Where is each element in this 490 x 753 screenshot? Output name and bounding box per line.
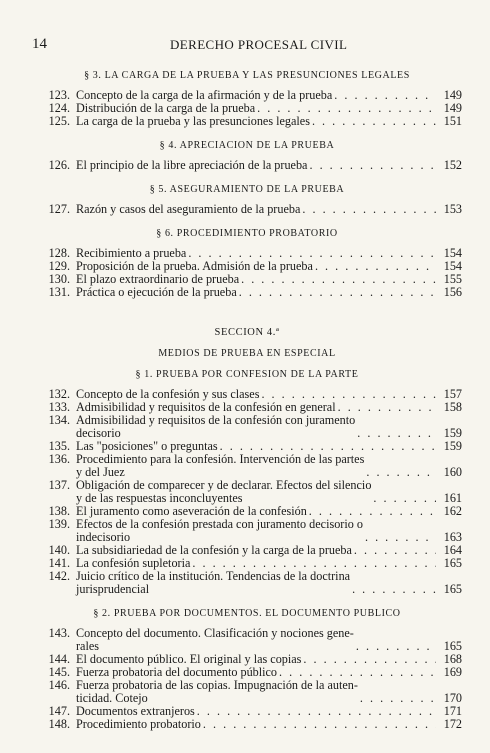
entry-page: 158 (443, 400, 462, 414)
entry-number: 143. (48, 626, 70, 640)
entry-title: El principio de la libre apreciación de la prueba (76, 158, 308, 172)
section-heading: § 6. PROCEDIMIENTO PROBATORIO (156, 228, 338, 239)
toc-entry (32, 453, 462, 479)
section-heading: § 5. ASEGURAMIENTO DE LA PRUEBA (149, 184, 345, 195)
spacer (32, 216, 462, 226)
entry-page: 168 (443, 652, 462, 666)
entry-page: 161 (443, 491, 462, 505)
toc-entry (32, 115, 462, 128)
dot-leader (371, 492, 436, 505)
entry-page: 149 (443, 88, 462, 102)
entry-title: Proposición de la prueba. Admisión de la prueba (76, 259, 313, 273)
entry-body (76, 286, 462, 299)
entry-title: Distribución de la carga de la prueba (76, 101, 256, 115)
entry-title: Documentos extranjeros (76, 704, 195, 718)
dot-leader (310, 115, 436, 128)
entry-title: Concepto de la carga de la afirmación y de la prueba (76, 88, 333, 102)
entry-page: 152 (443, 158, 462, 172)
toc-entry (32, 718, 462, 731)
entry-number: 148. (48, 717, 70, 731)
toc-entry (32, 159, 462, 172)
entry-body (76, 203, 462, 216)
entry-number: 140. (48, 543, 70, 557)
entry-title: Admisibilidad y requisitos de la confesión en general (76, 400, 336, 414)
dot-leader (352, 544, 436, 557)
entry-page: 157 (443, 387, 462, 401)
entry-body (76, 627, 462, 653)
entry-page: 169 (443, 665, 462, 679)
entry-number: 138. (48, 504, 70, 518)
entry-title: El juramento como aseveración de la confesión (76, 504, 307, 518)
entry-number: 144. (48, 652, 70, 666)
entry-page: 156 (443, 285, 462, 299)
seccion-label: SECCION 4.ª (214, 327, 280, 338)
dot-leader (350, 583, 436, 596)
entry-body (76, 115, 462, 128)
entry-body (76, 718, 462, 731)
entry-title: Concepto del documento. Clasificación y nociones gene- rales (76, 626, 354, 653)
entry-number: 128. (48, 246, 70, 260)
entry-page: 171 (443, 704, 462, 718)
entry-number: 147. (48, 704, 70, 718)
entry-page: 170 (443, 691, 462, 705)
entry-number: 126. (48, 158, 70, 172)
entry-body (76, 159, 462, 172)
entry-page: 172 (443, 717, 462, 731)
entry-page: 151 (443, 114, 462, 128)
spacer (32, 299, 462, 325)
entry-number: 132. (48, 387, 70, 401)
entry-page: 159 (443, 426, 462, 440)
entry-number: 125. (48, 114, 70, 128)
dot-leader (332, 89, 436, 102)
entry-page: 153 (443, 202, 462, 216)
entry-title: Juicio crítico de la institución. Tendencias de la doctrina jurisprudencial (76, 569, 351, 596)
entry-page: 165 (443, 556, 462, 570)
entry-number: 146. (48, 678, 70, 692)
entry-title: Fuerza probatoria del documento público (76, 665, 278, 679)
toc-entry (32, 203, 462, 216)
entry-page: 165 (443, 582, 462, 596)
entry-number: 139. (48, 517, 70, 531)
entry-title: Concepto de la confesión y sus clases (76, 387, 260, 401)
spacer (32, 128, 462, 138)
section-heading: § 1. PRUEBA POR CONFESION DE LA PARTE (135, 369, 359, 380)
entry-page: 154 (443, 259, 462, 273)
entry-title: El plazo extraordinario de prueba (76, 272, 240, 286)
entry-title: Admisibilidad y requisitos de la confesión con juramento decisorio (76, 413, 356, 440)
toc-entry (32, 479, 462, 505)
dot-leader (301, 653, 436, 666)
entry-title: La carga de la prueba y las presunciones legales (76, 114, 310, 128)
toc-entry (32, 414, 462, 440)
entry-body (76, 570, 462, 596)
entry-body (76, 679, 462, 705)
entry-title: Procedimiento probatorio (76, 717, 201, 731)
toc-entry (32, 518, 462, 544)
entry-title: Práctica o ejecución de la prueba (76, 285, 237, 299)
entry-number: 136. (48, 452, 70, 466)
section-heading: § 4. APRECIACION DE LA PRUEBA (159, 140, 335, 151)
entry-number: 123. (48, 88, 70, 102)
entry-body (76, 414, 462, 440)
entry-title: Recibimiento a prueba (76, 246, 187, 260)
dot-leader (358, 692, 436, 705)
entry-number: 145. (48, 665, 70, 679)
entry-title: La confesión supletoria (76, 556, 191, 570)
entry-body (76, 479, 462, 505)
entry-number: 127. (48, 202, 70, 216)
dot-leader (364, 466, 436, 479)
entry-number: 134. (48, 413, 70, 427)
entry-number: 129. (48, 259, 70, 273)
entry-body (76, 518, 462, 544)
toc-entry (32, 679, 462, 705)
seccion-subtitle: MEDIOS DE PRUEBA EN ESPECIAL (158, 348, 336, 359)
entry-title: Efectos de la confesión prestada con juramento decisorio o indecisorio (76, 517, 363, 544)
entry-number: 137. (48, 478, 70, 492)
dot-leader (237, 286, 436, 299)
entry-number: 131. (48, 285, 70, 299)
dot-leader (354, 640, 436, 653)
dot-leader (195, 705, 436, 718)
dot-leader (355, 427, 436, 440)
entry-page: 164 (443, 543, 462, 557)
entry-number: 124. (48, 101, 70, 115)
section-heading: § 3. LA CARGA DE LA PRUEBA Y LAS PRESUNCIONES LEGALES (84, 70, 410, 81)
page-number: 14 (32, 36, 47, 52)
running-title: DERECHO PROCESAL CIVIL (170, 37, 348, 52)
entry-page: 163 (443, 530, 462, 544)
dot-leader (313, 260, 436, 273)
entry-number: 130. (48, 272, 70, 286)
dot-leader (363, 531, 436, 544)
entry-title: La subsidiariedad de la confesión y la carga de la prueba (76, 543, 352, 557)
entry-title: Procedimiento para la confesión. Intervención de las partes y del Juez (76, 452, 365, 479)
entry-page: 165 (443, 639, 462, 653)
entry-number: 142. (48, 569, 70, 583)
entry-title: El documento público. El original y las copias (76, 652, 302, 666)
toc-entry (32, 286, 462, 299)
page-header (0, 36, 490, 54)
dot-leader (300, 203, 436, 216)
entry-page: 154 (443, 246, 462, 260)
dot-leader (307, 159, 436, 172)
entry-body (76, 453, 462, 479)
toc-entry (32, 627, 462, 653)
toc-entry (32, 570, 462, 596)
entry-title: Obligación de comparecer y de declarar. Efectos del silencio y de las respuestas inconcluyentes (76, 478, 372, 505)
entry-title: Razón y casos del aseguramiento de la prueba (76, 202, 301, 216)
section-heading: § 2. PRUEBA POR DOCUMENTOS. EL DOCUMENTO PUBLICO (93, 608, 401, 619)
table-of-contents (32, 68, 462, 731)
entry-number: 135. (48, 439, 70, 453)
entry-page: 159 (443, 439, 462, 453)
entry-page: 162 (443, 504, 462, 518)
entry-page: 155 (443, 272, 462, 286)
dot-leader (201, 718, 436, 731)
entry-number: 133. (48, 400, 70, 414)
spacer (32, 596, 462, 606)
entry-title: Fuerza probatoria de las copias. Impugnación de la auten- ticidad. Cotejo (76, 678, 358, 705)
entry-page: 160 (443, 465, 462, 479)
spacer (32, 172, 462, 182)
entry-page: 149 (443, 101, 462, 115)
entry-title: Las "posiciones" o preguntas (76, 439, 218, 453)
entry-number: 141. (48, 556, 70, 570)
dot-leader (239, 273, 436, 286)
